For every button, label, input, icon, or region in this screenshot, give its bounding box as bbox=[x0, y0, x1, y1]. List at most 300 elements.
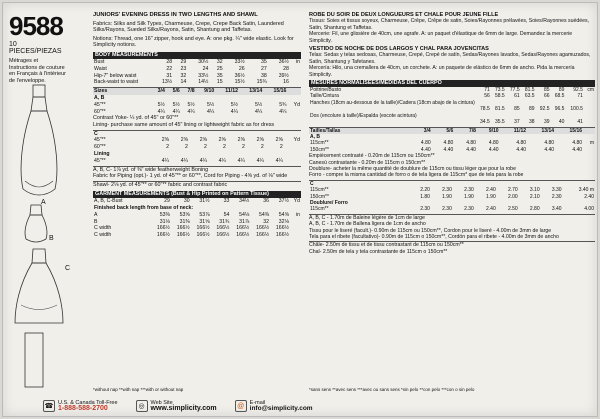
table-cell bbox=[290, 66, 301, 73]
row-label: A bbox=[94, 211, 98, 218]
table-cell: 2 bbox=[279, 144, 283, 151]
table-cell: 2.50 bbox=[507, 206, 518, 213]
garment-measurements-heading: GARMENT MEASUREMENTS (Bust & Hip Printed on Pattern Tissue) bbox=[93, 191, 301, 198]
table-cell: 81.5 bbox=[524, 87, 535, 94]
table-cell: 4.40 bbox=[488, 146, 499, 153]
english-footnote: *without nap **with nap ***with or without nap bbox=[93, 387, 184, 392]
label-a: A bbox=[41, 199, 46, 206]
table-cell: 1.90 bbox=[442, 193, 452, 200]
table-cell: 32 bbox=[180, 72, 187, 79]
table-cell: 1.90 bbox=[486, 193, 496, 200]
table-cell: 3.40 bbox=[551, 206, 562, 213]
table-row bbox=[93, 158, 301, 165]
table-cell: 166½ bbox=[196, 232, 210, 239]
left-column bbox=[9, 13, 67, 84]
table-row bbox=[93, 79, 301, 86]
table-row bbox=[93, 232, 301, 239]
table-cell bbox=[290, 225, 301, 232]
table-cell: 71 bbox=[577, 93, 583, 100]
row-label: 60"** bbox=[94, 108, 106, 115]
finished-length-label: Finished back length from base of neck: bbox=[94, 205, 194, 212]
table-cell: 3.30 bbox=[551, 187, 562, 194]
table-cell: 29 bbox=[164, 198, 170, 205]
table-cell: 2 bbox=[185, 144, 188, 151]
empiecement-note: Empiècement contrasté - 0.20m de 115cm ou 150cm** bbox=[309, 153, 435, 160]
notions-text: Notions: Thread, one 16" zipper, hook and eye. A: one pkg. ¼" wide elastic. Look for Simplicity notions. bbox=[93, 35, 294, 49]
table-cell: 4.40 bbox=[443, 146, 454, 153]
table-row bbox=[93, 109, 301, 116]
size-cell: 15/16 bbox=[555, 128, 583, 134]
email-link[interactable]: info@simplicity.com bbox=[249, 405, 313, 412]
table-cell: 2.70 bbox=[507, 187, 518, 194]
label-b: B bbox=[49, 235, 54, 242]
shawl-illustration bbox=[23, 331, 45, 389]
table-cell: 81.5 bbox=[494, 106, 505, 113]
row-label: 115cm** bbox=[310, 140, 329, 147]
web-label: Web Site bbox=[150, 399, 173, 406]
table-cell: 4.80 bbox=[488, 140, 499, 147]
table-cell: 92.5 bbox=[539, 106, 550, 113]
size-cell: 3/4 bbox=[409, 128, 432, 134]
table-cell: 39½ bbox=[278, 72, 289, 79]
table-cell: 36 bbox=[263, 198, 270, 205]
dress-b-illustration bbox=[21, 203, 51, 243]
size-cell: 15/16 bbox=[263, 88, 287, 95]
table-cell: 29 bbox=[180, 58, 187, 65]
passepoil-note: Tissu pour le liseré (facult.)- 0.90m de 115cm ou 150cm**, Cordon pour le liseré - 4.00m de 3mm de large bbox=[309, 227, 552, 234]
table-cell: 30½ bbox=[198, 58, 209, 65]
table-cell: 2.00 bbox=[507, 193, 518, 200]
table-row bbox=[309, 206, 595, 212]
pattern-envelope-back bbox=[2, 2, 598, 417]
table-cell: 2.30 bbox=[464, 187, 474, 194]
dress-a-illustration bbox=[11, 81, 67, 199]
row-label: Waist bbox=[94, 65, 107, 72]
table-cell bbox=[290, 73, 301, 80]
table-cell: 28 bbox=[283, 65, 289, 72]
table-cell: 36½ bbox=[278, 58, 289, 65]
size-cell: 11/12 bbox=[215, 88, 239, 95]
table-cell: 40 bbox=[558, 119, 565, 126]
table-cell: 38 bbox=[261, 72, 267, 79]
c-yardage-table bbox=[93, 131, 301, 165]
row-label: 115cm** bbox=[310, 187, 329, 194]
toll-free-label: U.S. & Canada Toll-Free bbox=[58, 399, 118, 406]
row-label: 150cm** bbox=[310, 146, 329, 153]
table-cell: 54 bbox=[223, 211, 230, 218]
row-label: C width bbox=[94, 232, 112, 239]
table-cell: 32 bbox=[263, 218, 270, 225]
table-cell: 4¼ bbox=[230, 108, 238, 115]
table-cell: 166½ bbox=[156, 232, 170, 239]
pattern-number: 9588 bbox=[9, 11, 63, 41]
size-cell: 11/12 bbox=[500, 128, 527, 134]
table-cell: 35 bbox=[261, 58, 267, 65]
canesu-note: Canesú contrastante - 0.20m de 115cm o 150cm** bbox=[309, 159, 426, 166]
table-cell: 66 bbox=[543, 93, 550, 100]
table-cell: 2.30 bbox=[420, 206, 430, 213]
table-cell: 36½ bbox=[234, 72, 245, 79]
table-row bbox=[93, 66, 301, 73]
table-cell: 32⅛ bbox=[278, 218, 289, 225]
table-cell: 56 bbox=[484, 93, 490, 100]
table-cell: 71 bbox=[484, 87, 490, 94]
table-cell: 31¾ bbox=[219, 218, 230, 225]
table-cell: 166½ bbox=[275, 225, 289, 232]
table-cell: 5½ bbox=[172, 101, 180, 108]
table-cell: 33 bbox=[223, 198, 230, 205]
table-cell: 166½ bbox=[176, 225, 190, 232]
table-cell: 23 bbox=[180, 65, 187, 72]
row-label: C width bbox=[94, 225, 112, 232]
english-title: JUNIORS' EVENING DRESS IN TWO LENGTHS AND SHAWL bbox=[93, 12, 258, 18]
table-cell: 2.40 bbox=[584, 193, 594, 200]
table-cell: 34.5 bbox=[480, 119, 490, 126]
chal-note: Chal- 2.50m de tela y tela contrastante de 115cm o 150cm** bbox=[309, 248, 448, 255]
table-cell: 53⅜ bbox=[159, 211, 170, 218]
table-cell: 4.80 bbox=[443, 140, 454, 147]
table-cell: 4.40 bbox=[544, 146, 555, 153]
table-cell: 32 bbox=[216, 58, 223, 65]
web-block bbox=[136, 400, 217, 413]
table-cell: 166½ bbox=[216, 232, 230, 239]
table-cell: 27 bbox=[261, 65, 267, 72]
table-cell: 4¼ bbox=[172, 108, 180, 115]
table-cell: 4¼ bbox=[187, 108, 195, 115]
phone-number[interactable]: 1-888-588-2700 bbox=[58, 405, 108, 412]
table-cell bbox=[584, 119, 595, 125]
table-row bbox=[93, 73, 301, 80]
table-cell: 28 bbox=[166, 58, 173, 65]
baleine-note: A, B, C - 1.70m de Baleine légère de 1cm de large bbox=[309, 214, 425, 221]
table-cell: 2.30 bbox=[464, 206, 474, 213]
label-c: C bbox=[65, 265, 71, 272]
table-cell: 4¼ bbox=[161, 157, 169, 164]
table-cell: 4¼ bbox=[180, 157, 188, 164]
table-cell: 38 bbox=[529, 119, 535, 126]
row-label: Dos (encolure à taille)/Espalda (escote acintura) bbox=[310, 112, 417, 119]
body-measurements-heading: BODY MEASUREMENTS bbox=[93, 52, 301, 59]
table-cell: 4¼ bbox=[207, 108, 215, 115]
table-cell: 14½ bbox=[198, 79, 209, 86]
email-label: E-mail bbox=[249, 399, 266, 406]
table-cell: Yd bbox=[293, 137, 300, 144]
phone-block bbox=[43, 400, 118, 413]
table-cell: 26 bbox=[238, 65, 245, 72]
size-cell: 3/4 bbox=[151, 88, 166, 95]
table-cell: 33½ bbox=[198, 72, 209, 79]
table-cell: 2.10 bbox=[529, 193, 540, 200]
metric-note: Métrages et Instructions de couture en Français à l'intérieur de l'enveloppe. bbox=[9, 58, 66, 84]
table-cell: in bbox=[295, 211, 300, 218]
table-cell: 30 bbox=[183, 198, 190, 205]
table-cell: 166½ bbox=[256, 232, 270, 239]
table-cell: 5½ bbox=[255, 101, 263, 108]
sizes-table bbox=[93, 88, 301, 115]
table-cell: 166½ bbox=[156, 225, 170, 232]
table-cell bbox=[284, 144, 301, 151]
email-block bbox=[235, 400, 313, 413]
table-cell: 166½ bbox=[216, 225, 230, 232]
tailles-label: Tailles/Tallas bbox=[309, 128, 409, 134]
table-row bbox=[93, 212, 301, 219]
table-cell: 166½ bbox=[236, 232, 250, 239]
size-cell: 7/8 bbox=[181, 88, 196, 95]
table-cell: 2.20 bbox=[420, 187, 430, 194]
table-cell: 41 bbox=[577, 119, 583, 126]
table-cell: 2⅝ bbox=[275, 137, 283, 144]
table-cell: 54⅝ bbox=[278, 211, 289, 218]
table-cell: 2.80 bbox=[529, 206, 540, 213]
table-cell: 5½ bbox=[207, 101, 215, 108]
table-cell: Yd bbox=[293, 101, 300, 108]
table-cell: 14 bbox=[180, 79, 187, 86]
ab-label: A, B bbox=[94, 94, 105, 101]
table-cell: 73.5 bbox=[494, 87, 505, 94]
size-cell: 7/8 bbox=[454, 128, 477, 134]
table-cell: 89 bbox=[558, 87, 565, 94]
table-cell: 166½ bbox=[275, 232, 289, 239]
table-cell: 2⅝ bbox=[199, 137, 207, 144]
table-cell: 166½ bbox=[236, 225, 250, 232]
table-cell: 166½ bbox=[196, 225, 210, 232]
table-cell: 2⅝ bbox=[180, 137, 188, 144]
table-cell: 5½ bbox=[187, 101, 195, 108]
row-label: Taille/Cintura bbox=[310, 93, 339, 100]
table-cell: 2.40 bbox=[486, 187, 496, 194]
table-cell: 33½ bbox=[234, 58, 245, 65]
french-title: ROBE DU SOIR DE DEUX LONGUEURS ET CHALE POUR JEUNE FILLE bbox=[309, 12, 499, 18]
table-cell: 4.80 bbox=[516, 140, 527, 147]
table-cell: 31 bbox=[166, 72, 173, 79]
table-cell: 4¼ bbox=[255, 108, 263, 115]
row-label: 45"** bbox=[94, 101, 106, 108]
size-cell: 9/10 bbox=[477, 128, 500, 134]
size-cell: 13/14 bbox=[239, 88, 263, 95]
table-cell: 4.80 bbox=[572, 140, 583, 147]
table-cell: 54⅛ bbox=[239, 211, 250, 218]
chale-note: Châle- 2.50m de tissu et de tissu contrastant de 115cm ou 150cm** bbox=[309, 242, 464, 249]
table-cell: 4.40 bbox=[572, 146, 583, 153]
row-label: B bbox=[94, 218, 98, 225]
table-cell: 22 bbox=[166, 65, 173, 72]
table-cell: 5¾ bbox=[279, 101, 287, 108]
french-mercerie: Mercerie: Fil, une glissière de 40cm, une agrafe. A: un paquet d'élastique de 6mm de large. Demandez la mercerie Simplicity. bbox=[309, 31, 573, 44]
email-icon: @ bbox=[235, 400, 247, 412]
fabrics-text: Fabrics: Silks and Silk Types, Charmeuse, Crepe, Crepe Back Satin, Laundered Silks/Rayons, Sueded Silks/Rayons, Satin, Shantung and Taffetas. bbox=[93, 20, 284, 34]
table-cell: 15 bbox=[216, 79, 223, 86]
row-label: A, B, C-Bust bbox=[94, 198, 123, 205]
table-cell: 31⅜ bbox=[179, 218, 190, 225]
table-cell: 4¼ bbox=[218, 157, 226, 164]
table-cell: 2⅝ bbox=[161, 137, 169, 144]
table-cell: in bbox=[295, 58, 300, 65]
dress-c-illustration bbox=[11, 245, 67, 329]
english-column bbox=[93, 12, 301, 239]
lining-note: Lining- purchase same amount of 45" lining or lightweight fabric as for dress bbox=[93, 121, 275, 128]
table-cell: 63.5 bbox=[524, 93, 535, 100]
table-row bbox=[309, 119, 595, 125]
table-cell: 85 bbox=[543, 87, 550, 94]
boning-note: A, B, C- 1⅞ yd. of ⅜" wide featherweight Boning bbox=[93, 166, 209, 173]
table-cell: 4¼ bbox=[256, 157, 264, 164]
table-cell: 35 bbox=[216, 72, 223, 79]
table-cell: 92.5 bbox=[573, 87, 583, 94]
table-cell: 31⅞ bbox=[239, 218, 250, 225]
size-cell: 5/6 bbox=[432, 128, 455, 134]
size-cell: 9/10 bbox=[196, 88, 216, 95]
garment-measurements-table bbox=[93, 198, 301, 239]
row-label: 115cm** bbox=[310, 206, 329, 213]
table-cell: 166½ bbox=[176, 232, 190, 239]
table-cell bbox=[290, 232, 301, 239]
metric-sizes-table bbox=[309, 128, 595, 154]
footer bbox=[43, 397, 583, 415]
table-cell: 3.10 bbox=[529, 187, 540, 194]
row-label: 150cm** bbox=[310, 193, 329, 200]
table-cell: 4¼ bbox=[199, 157, 207, 164]
spanish-title: VESTIDO DE NOCHE DE DOS LARGOS Y CHAL PARA JOVENCITAS bbox=[309, 46, 489, 53]
doublure-note: Doublure- acheter la même quantité de doublure de 115cm ou tissu léger que pour la robe bbox=[309, 165, 516, 172]
metric-c-label: C bbox=[310, 180, 314, 187]
table-cell: 2⅝ bbox=[256, 137, 264, 144]
forro-note: Forro - compre la misma cantidad de forro o de tela ligera de 115cm* que de tela para la robe bbox=[309, 172, 524, 179]
table-cell: 85 bbox=[514, 106, 520, 113]
pieces-count: 10 PIECES/PIEZAS bbox=[9, 41, 62, 55]
size-cell bbox=[287, 88, 301, 95]
phone-icon: ☎ bbox=[43, 400, 55, 412]
table-cell: 1.80 bbox=[420, 193, 430, 200]
body-measurements-table bbox=[93, 59, 301, 86]
contrast-yoke: Contrast Yoke- ¼ yd. of 45" or 60"** bbox=[93, 115, 179, 122]
table-cell: 4.80 bbox=[544, 140, 555, 147]
table-cell: 53⅞ bbox=[199, 211, 210, 218]
table-cell: 31⅛ bbox=[159, 218, 170, 225]
table-cell: 54⅜ bbox=[258, 211, 270, 218]
table-cell: 100.5 bbox=[570, 106, 583, 113]
table-cell: 89 bbox=[529, 106, 535, 113]
table-cell: 2⅝ bbox=[218, 137, 226, 144]
piping-note: Fabric for Piping (opt.)- 1 yd. of 45"** or 60"**, Cord for Piping - 4⅝ yd. of ⅛" wide bbox=[93, 173, 288, 180]
table-cell: 68.5 bbox=[554, 93, 565, 100]
table-cell bbox=[290, 219, 301, 226]
metric-c-table bbox=[309, 181, 595, 213]
table-cell: 166½ bbox=[256, 225, 270, 232]
metric-footnote: *sans sens **avec sens ***avec ou sans sens *sin pelo **con pelo ***con o sin pelo bbox=[309, 387, 475, 392]
table-cell: 15½ bbox=[234, 79, 245, 86]
table-cell: 2.30 bbox=[442, 206, 452, 213]
table-cell: 34½ bbox=[239, 198, 250, 205]
table-cell: 37½ bbox=[278, 198, 289, 205]
table-cell: 39 bbox=[543, 119, 550, 126]
table-cell: 4.80 bbox=[420, 140, 431, 147]
shawl-note: Shawl- 2⅛ yd. of 45"** or 60"** fabric and contrast fabric bbox=[93, 181, 228, 188]
table-cell: 2⅝ bbox=[237, 137, 245, 144]
table-row bbox=[93, 198, 301, 205]
table-cell: 2 bbox=[241, 144, 245, 151]
row-label: 45"** bbox=[94, 157, 106, 164]
table-cell: 24 bbox=[202, 65, 209, 72]
ribete-note: Tela para el ribete (facultativo)- 0.90m de 115cm o 150cm**, Cordón para el ribete - 4.00m de 3mm de ancho bbox=[309, 234, 559, 240]
table-cell: 53⅝ bbox=[179, 211, 190, 218]
table-cell: 4.40 bbox=[466, 146, 476, 153]
table-cell: 4¼ bbox=[275, 157, 283, 164]
table-cell: Yd bbox=[293, 198, 300, 205]
metric-forro-label: Doublure/ Forro bbox=[310, 199, 348, 206]
row-label bbox=[309, 119, 476, 125]
size-cell: 13/14 bbox=[527, 128, 555, 134]
table-cell: cm bbox=[587, 87, 594, 94]
table-cell: 37 bbox=[514, 119, 520, 126]
table-cell bbox=[290, 79, 301, 86]
table-cell: 31½ bbox=[199, 198, 210, 205]
table-cell: 15¾ bbox=[256, 79, 267, 86]
row-label: Poitrine/Busto bbox=[310, 87, 342, 94]
table-cell: 77.5 bbox=[509, 87, 520, 94]
table-cell: 31⅝ bbox=[199, 218, 210, 225]
table-cell: 2.30 bbox=[551, 193, 562, 200]
table-cell: 4.80 bbox=[466, 140, 476, 147]
table-cell: 16 bbox=[283, 79, 289, 86]
table-cell: 96.5 bbox=[554, 106, 565, 113]
row-label: Back-waist to waist bbox=[94, 79, 139, 86]
table-cell bbox=[287, 109, 301, 116]
table-row bbox=[93, 59, 301, 66]
table-cell: 13½ bbox=[161, 79, 173, 86]
table-row bbox=[93, 102, 301, 109]
web-link[interactable]: www.simplicity.com bbox=[150, 405, 217, 412]
french-tissus: Tissus: Soies et tissus soyeux, Charmeuse, Crêpe, Crêpe de satin, Soies/Rayonnes prélavées, Soies/Rayonnes suédées, Satin, Shantung et Taffetas. bbox=[309, 18, 590, 31]
row-label: 60"** bbox=[94, 144, 106, 151]
table-cell: 2 bbox=[222, 144, 226, 151]
table-cell: 78.5 bbox=[480, 106, 490, 113]
table-row bbox=[93, 144, 301, 151]
french-spanish-column bbox=[309, 12, 595, 255]
table-row bbox=[93, 137, 301, 144]
size-cell: 5/6 bbox=[166, 88, 181, 95]
table-cell: 2 bbox=[260, 144, 264, 151]
table-cell: 2.30 bbox=[442, 187, 452, 194]
c-lining-label: Lining bbox=[94, 150, 110, 157]
ballena-note: A, B, C - 1.70m de Ballena ligera de 1cm de ancho bbox=[309, 221, 426, 228]
spanish-merceria: Mercería: Hilo, una cremallera de 40cm, un corchete. A: un paquete de elástico de 6mm de ancho. Pida la mercería Simplicity. bbox=[309, 65, 575, 78]
table-cell: 2 bbox=[204, 144, 207, 151]
table-cell: 4.40 bbox=[420, 146, 431, 153]
globe-icon: ◎ bbox=[136, 400, 148, 412]
table-cell: 2 bbox=[166, 144, 169, 151]
table-cell: 4¼ bbox=[237, 157, 245, 164]
table-cell: 61 bbox=[514, 93, 520, 100]
row-label: 45"** bbox=[94, 137, 106, 144]
table-cell: 35.5 bbox=[494, 119, 505, 126]
metric-measurements-heading: MESURES NORMALISEES/MEDIDAS DEL CUERPO bbox=[309, 80, 595, 87]
table-cell: 4¼ bbox=[279, 108, 287, 115]
table-cell: 3.40 m bbox=[578, 187, 594, 194]
table-cell bbox=[284, 158, 301, 165]
row-label: Hanches (18cm au-dessous de la taille)/Cadera (18cm abajo de la cintura) bbox=[310, 99, 475, 106]
table-cell: 5½ bbox=[157, 101, 165, 108]
spanish-telas: Telas: Sedas y telas sedosas, Charmeuse, Crepé, Crepé de satín, Sedas/Rayones lavados, Sedas/Rayones agamuzados, Satín, Shantung y Tafetanes. bbox=[309, 52, 591, 65]
row-label: Bust bbox=[94, 58, 105, 65]
table-cell: m bbox=[589, 140, 594, 147]
table-cell: 4.00 bbox=[584, 206, 594, 213]
c-label: C bbox=[94, 130, 98, 137]
row-label: Hip-7" below waist bbox=[94, 72, 137, 79]
table-cell: 25 bbox=[216, 65, 223, 72]
table-cell: 4.40 bbox=[516, 146, 527, 153]
sizes-label: Sizes bbox=[93, 88, 151, 95]
metric-measurements-table bbox=[309, 87, 595, 125]
